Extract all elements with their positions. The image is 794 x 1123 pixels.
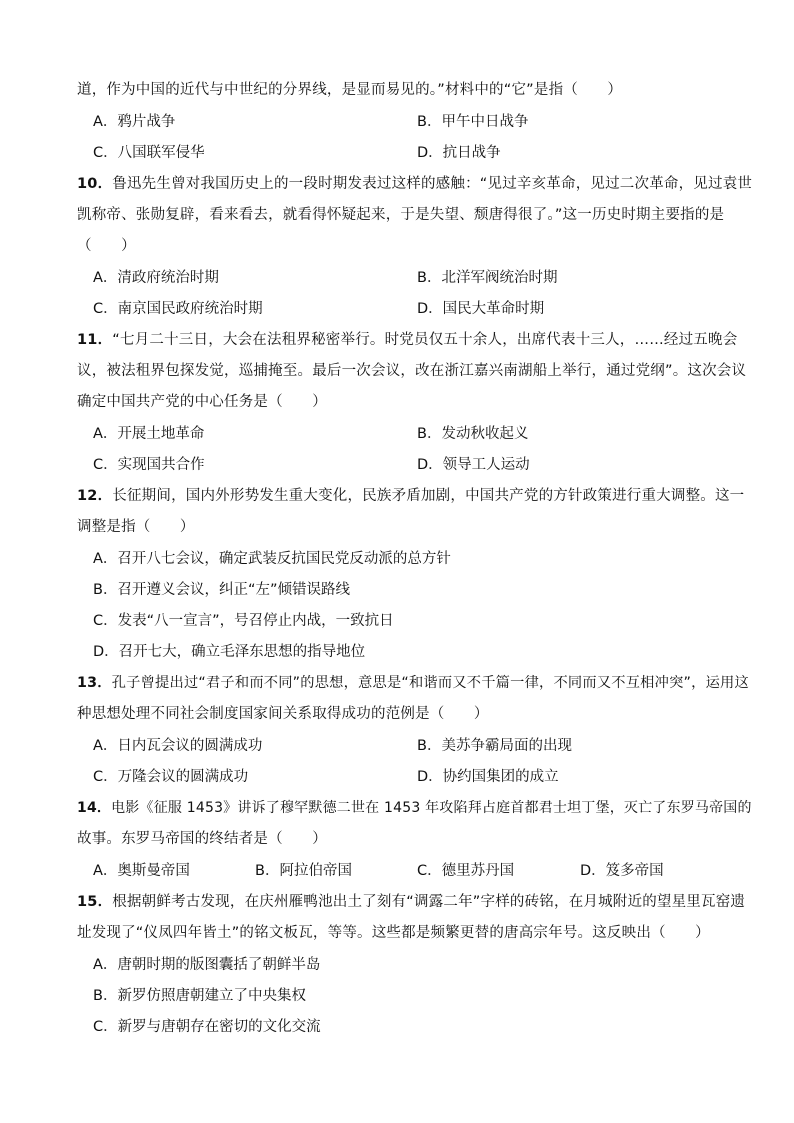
question-10-line-3: （ ） xyxy=(77,238,136,254)
question-13-option-d: D．协约国集团的成立 xyxy=(417,769,559,785)
question-9-text: 道，作为中国的近代与中世纪的分界线，是显而易见的。”材料中的“它”是指（ ） xyxy=(77,82,623,98)
question-11-number: 11． xyxy=(77,332,113,348)
question-10-option-d: D．国民大革命时期 xyxy=(417,301,545,317)
question-10-text-1: 鲁迅先生曾对我国历史上的一段时期发表过这样的感触：“见过辛亥革命，见过二次革命，见过袁世 xyxy=(112,176,753,192)
question-15-line-1 xyxy=(77,892,753,912)
question-15-option-a: A．唐朝时期的版图囊括了朝鲜半岛 xyxy=(93,957,321,973)
question-10-line-2: 凯称帝、张勋复辟，看来看去，就看得怀疑起来，于是失望、颓唐得很了。”这一历史时期主要指的是 xyxy=(77,207,725,223)
question-12-line-1 xyxy=(77,486,753,506)
question-14-number: 14． xyxy=(77,800,112,816)
question-14-option-a: A．奥斯曼帝国 xyxy=(93,863,190,879)
question-11-text-1: “七月二十三日，大会在法租界秘密举行。时党员仅五十余人，出席代表十三人，……经过五晚会 xyxy=(112,332,738,348)
question-15-option-c: C．新罗与唐朝存在密切的文化交流 xyxy=(93,1019,321,1035)
question-15-text-1: 根据朝鲜考古发现，在庆州雁鸭池出土了刻有“调露二年”字样的砖铭，在月城附近的望星里瓦窑遗 xyxy=(112,894,746,910)
question-12-option-a: A．召开八七会议，确定武装反抗国民党反动派的总方针 xyxy=(93,551,451,567)
question-10-number: 10． xyxy=(77,176,113,192)
question-14-option-d: D．笈多帝国 xyxy=(580,863,664,879)
question-11-option-a: A．开展土地革命 xyxy=(93,426,205,442)
question-10-line-1 xyxy=(77,174,753,194)
question-11-line-3: 确定中国共产党的中心任务是（ ） xyxy=(77,394,327,410)
question-14-text-1: 电影《征服 1453》讲诉了穆罕默德二世在 1453 年攻陷拜占庭首都君士坦丁堡，灭亡了东罗马帝国的 xyxy=(111,800,752,816)
question-12-number: 12． xyxy=(77,488,113,504)
question-10-option-c: C．南京国民政府统治时期 xyxy=(93,301,263,317)
question-11-option-c: C．实现国共合作 xyxy=(93,457,205,473)
question-14-option-b: B．阿拉伯帝国 xyxy=(255,863,352,879)
question-13-option-b: B．美苏争霸局面的出现 xyxy=(417,738,572,754)
question-12-option-c: C．发表“八一宣言”，号召停止内战，一致抗日 xyxy=(93,613,394,629)
question-13-text-1: 孔子曾提出过“君子和而不同”的思想，意思是“和谐而又不千篇一律，不同而又不互相冲突”，运用这 xyxy=(111,675,749,691)
question-10-option-a: A．清政府统治时期 xyxy=(93,270,219,286)
question-10-option-b: B．北洋军阀统治时期 xyxy=(417,270,558,286)
question-14-option-c: C．德里苏丹国 xyxy=(417,863,515,879)
question-15-line-2: 址发现了“仪凤四年皆土”的铭文板瓦，等等。这些都是频繁更替的唐高宗年号。这反映出（ ） xyxy=(77,925,710,941)
question-12-text-1: 长征期间，国内外形势发生重大变化，民族矛盾加剧，中国共产党的方针政策进行重大调整。这一 xyxy=(112,488,745,504)
question-14-line-1 xyxy=(77,798,753,818)
question-9-option-a: A．鸦片战争 xyxy=(93,114,176,130)
question-11-option-b: B．发动秋收起义 xyxy=(417,426,529,442)
question-11-line-2: 议，被法租界包探发觉，巡捕掩至。最后一次会议，改在浙江嘉兴南湖船上举行，通过党纲”。这次会议 xyxy=(77,363,747,379)
question-9-option-c: C．八国联军侵华 xyxy=(93,145,205,161)
question-12-line-2: 调整是指（ ） xyxy=(77,519,195,535)
question-11-option-d: D．领导工人运动 xyxy=(417,457,530,473)
question-12-option-d: D．召开七大，确立毛泽东思想的指导地位 xyxy=(93,644,366,660)
question-12-option-b: B．召开遵义会议，纠正“左”倾错误路线 xyxy=(93,582,350,598)
question-14-line-2: 故事。东罗马帝国的终结者是（ ） xyxy=(77,831,327,847)
question-9-option-b: B．甲午中日战争 xyxy=(417,114,529,130)
question-9-option-d: D．抗日战争 xyxy=(417,145,501,161)
question-11-line-1 xyxy=(77,330,753,350)
question-13-option-c: C．万隆会议的圆满成功 xyxy=(93,769,249,785)
question-13-line-1 xyxy=(77,673,753,693)
question-13-number: 13． xyxy=(77,675,112,691)
question-15-option-b: B．新罗仿照唐朝建立了中央集权 xyxy=(93,988,306,1004)
question-15-number: 15． xyxy=(77,894,113,910)
question-13-option-a: A．日内瓦会议的圆满成功 xyxy=(93,738,263,754)
question-13-line-2: 种思想处理不同社会制度国家间关系取得成功的范例是（ ） xyxy=(77,706,489,722)
